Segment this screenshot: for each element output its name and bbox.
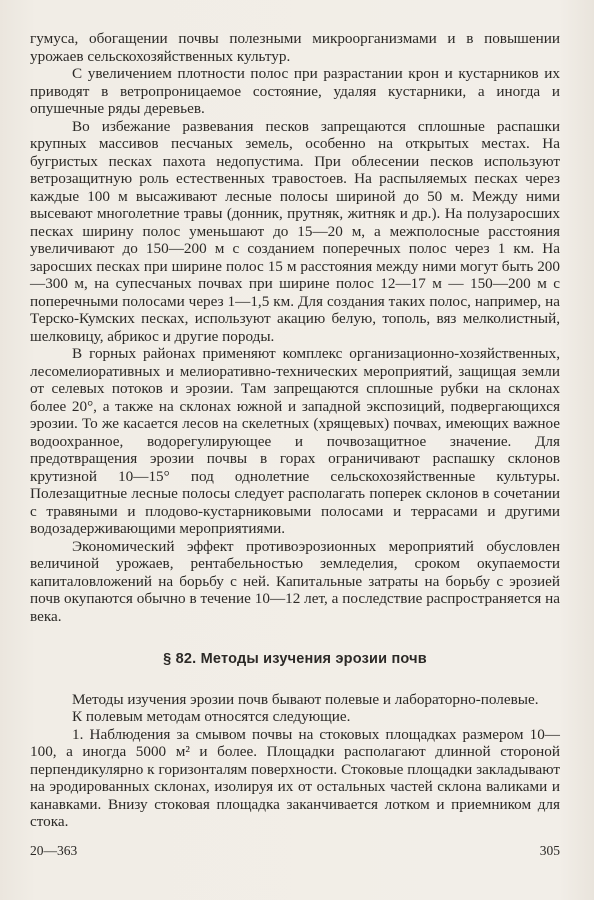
paragraph: Во избежание развевания песков запрещаются сплошные распашки крупных массивов песчаных земель, особенно на открытых местах. На бугристых песках пахота недопустима. При облесении песков используют ветрозащитную роль естественных травостоев. На распыляемых песках через каждые 100 м высаживают лесные полосы шириной до 50 м. Между ними высевают многолетние травы (донник, прутняк, житняк и др.). На полузаросших песках ширину полос уменьшают до 15—20 м, а межполосные расстояния увеличивают до 150—200 м с созданием поперечных полос через 1 км. На заросших песках при ширине полос 15 м расстояния между ними могут быть 200—300 м, на супесчаных почвах при ширине полос 12—17 м — 150—200 м с поперечными полосами через 1—1,5 км. Для создания таких полос, например, на Терско-Кумских песках, используют акацию белую, тополь, вяз мелколистный, шелковицу, абрикос и другие породы.: [30, 117, 560, 345]
paragraph: С увеличением плотности полос при разрастании крон и кустарников их приводят в ветропроницаемое состояние, удаляя кустарники, а иногда и опушечные ряды деревьев.: [30, 65, 560, 117]
page-number: 305: [539, 843, 560, 858]
paragraph: 1. Наблюдения за смывом почвы на стоковых площадках размером 10—100, а иногда 5000 м² и более. Площадки располагают длинной стороной перпендикулярно к горизонталям поверхности. Стоковые площадки закладывают на эродированных склонах, изолируя их от остальных частей склона валиками и канавками. Внизу стоковая площадка заканчивается лотком и приемником для стока.: [30, 725, 560, 830]
paragraph: гумуса, обогащении почвы полезными микроорганизмами и в повышении урожаев сельскохозяйственных культур.: [30, 30, 560, 65]
page-text: [30, 30, 560, 831]
page-footer: [30, 843, 560, 859]
section-heading: § 82. Методы изучения эрозии почв: [163, 651, 427, 667]
printer-signature: 20—363: [30, 843, 78, 858]
text-block-top: [30, 30, 560, 625]
paragraph: Методы изучения эрозии почв бывают полевые и лабораторно-полевые.: [72, 690, 539, 708]
paragraph: Экономический эффект противоэрозионных мероприятий обусловлен величиной урожаев, рентабельностью земледелия, сроком окупаемости капиталовложений на борьбу с ней. Капитальные затраты на борьбу с эрозией почв окупаются обычно в течение 10—12 лет, а последствие распространяется на века.: [30, 537, 560, 625]
paragraph: В горных районах применяют комплекс организационно-хозяйственных, лесомелиоративных и мелиоративно-технических мероприятий, защищая земли от селевых потоков и эрозии. Там запрещаются сплошные рубки на склонах более 20°, а также на склонах южной и западной экспозиций, подвергающихся эрозии. То же касается лесов на скелетных (хрящевых) почвах, имеющих важное водоохранное, водорегулирующее и почвозащитное значение. Для предотвращения эрозии почвы в горах ограничивают распашку склонов крутизной 10—15° под однолетние сельскохозяйственные культуры. Полезащитные лесные полосы следует располагать поперек склонов в сочетании с травяными и плодово-кустарниковыми полосами и террасами и другими водозадерживающими мероприятиями.: [30, 345, 560, 537]
paragraph: К полевым методам относятся следующие.: [72, 708, 351, 725]
text-block-bottom: [30, 691, 560, 831]
